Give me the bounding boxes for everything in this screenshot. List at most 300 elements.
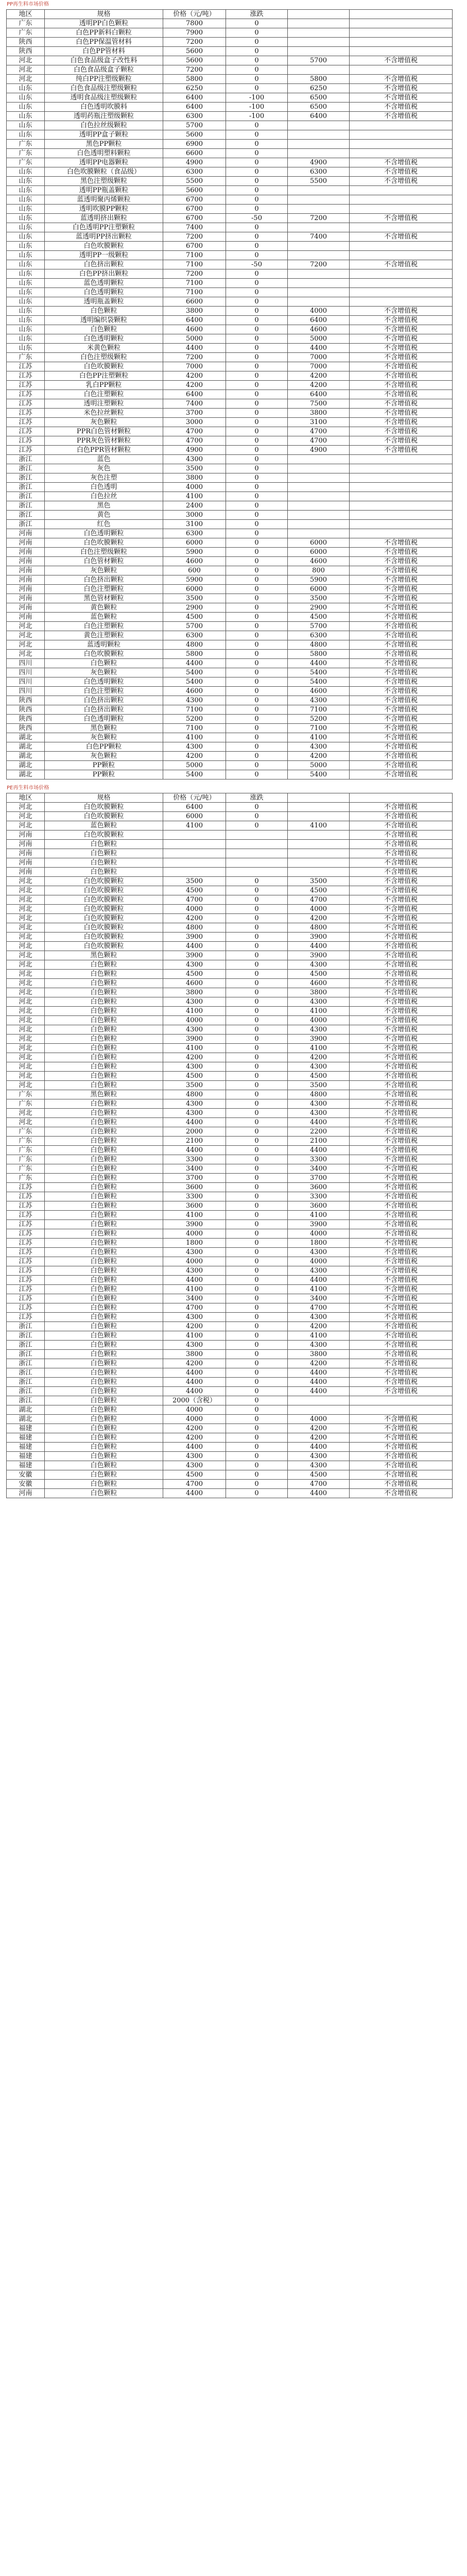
cell-note: 不含增值税: [350, 1229, 453, 1239]
cell-note: 不含增值税: [350, 858, 453, 868]
cell-region: 福建: [7, 1433, 45, 1443]
table-row: [7, 140, 453, 149]
cell-note: [350, 251, 453, 260]
cell-prev-price: 4200: [288, 1322, 350, 1331]
cell-region: 湖北: [7, 742, 45, 752]
cell-spec: 透明PP盒子颗粒: [45, 130, 163, 140]
cell-region: 河北: [7, 1044, 45, 1053]
cell-price: 7900: [163, 28, 226, 38]
cell-change: 0: [226, 715, 288, 724]
cell-prev-price: 4100: [288, 821, 350, 831]
table-row: [7, 997, 453, 1007]
cell-region: 浙江: [7, 1341, 45, 1350]
pe-price-table: [6, 793, 453, 1498]
cell-prev-price: 5000: [288, 334, 350, 344]
cell-note: 不含增值税: [350, 446, 453, 455]
cell-spec: 白色吹膜颗粒: [45, 362, 163, 371]
cell-price: 4400: [163, 344, 226, 353]
cell-price: 600: [163, 566, 226, 575]
cell-note: 不含增值税: [350, 970, 453, 979]
cell-prev-price: 4400: [288, 1378, 350, 1387]
cell-price: 6000: [163, 538, 226, 548]
cell-price: 4200: [163, 1053, 226, 1062]
cell-change: 0: [226, 362, 288, 371]
cell-spec: 白色透明颗粒: [45, 529, 163, 538]
cell-note: [350, 223, 453, 232]
section-title-pe: PE再生料市场价格: [7, 785, 49, 791]
cell-region: 山东: [7, 288, 45, 297]
cell-spec: 白色透明颗粒: [45, 715, 163, 724]
cell-region: 山东: [7, 223, 45, 232]
table-row: [7, 970, 453, 979]
cell-change: 0: [226, 603, 288, 613]
cell-prev-price: 4400: [288, 1443, 350, 1452]
cell-prev-price: [288, 849, 350, 858]
cell-note: [350, 520, 453, 529]
cell-change: 0: [226, 1146, 288, 1155]
cell-spec: 白色透明塑料颗粒: [45, 149, 163, 158]
cell-note: 不含增值税: [350, 399, 453, 409]
cell-spec: 白色颗粒: [45, 1137, 163, 1146]
cell-prev-price: [288, 279, 350, 288]
table-row: [7, 687, 453, 696]
cell-region: 陕西: [7, 715, 45, 724]
cell-price: 4400: [163, 1276, 226, 1285]
cell-spec: 白色颗粒: [45, 325, 163, 334]
cell-note: [350, 464, 453, 473]
table-row: [7, 895, 453, 905]
cell-prev-price: 4900: [288, 446, 350, 455]
cell-change: 0: [226, 418, 288, 427]
cell-note: 不含增值税: [350, 594, 453, 603]
cell-spec: 白色颗粒: [45, 1424, 163, 1433]
cell-change: 0: [226, 28, 288, 38]
cell-price: 3800: [163, 988, 226, 997]
cell-spec: 白色透明PP注塑颗粒: [45, 223, 163, 232]
cell-change: 0: [226, 1062, 288, 1072]
cell-note: 不含增值税: [350, 84, 453, 93]
table-row: [7, 724, 453, 733]
cell-prev-price: 4400: [288, 1146, 350, 1155]
cell-price: 5800: [163, 650, 226, 659]
cell-note: 不含增值税: [350, 886, 453, 895]
cell-price: 6700: [163, 195, 226, 205]
cell-spec: 白色颗粒: [45, 858, 163, 868]
cell-spec: 白色颗粒: [45, 1044, 163, 1053]
cell-price: 4000: [163, 1257, 226, 1266]
cell-prev-price: 4300: [288, 1099, 350, 1109]
cell-price: 5900: [163, 575, 226, 585]
cell-change: 0: [226, 687, 288, 696]
cell-prev-price: 4100: [288, 1007, 350, 1016]
cell-region: 浙江: [7, 520, 45, 529]
cell-note: [350, 455, 453, 464]
cell-prev-price: [288, 868, 350, 877]
cell-prev-price: 6300: [288, 167, 350, 177]
cell-spec: 白色颗粒: [45, 1025, 163, 1035]
table-row: [7, 446, 453, 455]
table-row: [7, 1118, 453, 1127]
table-row: [7, 436, 453, 446]
cell-prev-price: [288, 186, 350, 195]
cell-region: 江苏: [7, 1276, 45, 1285]
cell-change: 0: [226, 1266, 288, 1276]
cell-note: 不含增值税: [350, 640, 453, 650]
cell-change: 0: [226, 455, 288, 464]
cell-prev-price: [288, 242, 350, 251]
cell-note: 不含增值税: [350, 821, 453, 831]
cell-prev-price: [288, 149, 350, 158]
table-header-row: [7, 10, 453, 19]
cell-note: 不含增值税: [350, 1081, 453, 1090]
table-row: [7, 1322, 453, 1331]
cell-change: 0: [226, 399, 288, 409]
cell-change: 0: [226, 149, 288, 158]
table-row: [7, 1053, 453, 1062]
cell-change: 0: [226, 1220, 288, 1229]
cell-note: 不含增值税: [350, 362, 453, 371]
cell-prev-price: 6500: [288, 93, 350, 103]
cell-prev-price: 6000: [288, 548, 350, 557]
cell-note: 不含增值税: [350, 742, 453, 752]
table-row: [7, 849, 453, 858]
cell-region: 河北: [7, 65, 45, 75]
cell-note: [350, 149, 453, 158]
cell-change: 0: [226, 19, 288, 28]
cell-note: 不含增值税: [350, 1341, 453, 1350]
cell-note: 不含增值税: [350, 752, 453, 761]
cell-note: 不含增值税: [350, 1378, 453, 1387]
cell-change: 0: [226, 1396, 288, 1405]
cell-spec: 白色PP管材料: [45, 47, 163, 56]
cell-price: 4300: [163, 997, 226, 1007]
cell-region: 河南: [7, 538, 45, 548]
cell-spec: 红色: [45, 520, 163, 529]
table-row: [7, 65, 453, 75]
cell-prev-price: 4600: [288, 325, 350, 334]
cell-note: 不含增值税: [350, 603, 453, 613]
cell-change: 0: [226, 511, 288, 520]
table-row: [7, 640, 453, 650]
table-row: [7, 1229, 453, 1239]
cell-change: 0: [226, 1331, 288, 1341]
cell-region: 河南: [7, 557, 45, 566]
cell-region: 江苏: [7, 1257, 45, 1266]
cell-region: 江苏: [7, 1239, 45, 1248]
cell-note: 不含增值税: [350, 1322, 453, 1331]
table-row: [7, 399, 453, 409]
cell-change: 0: [226, 1257, 288, 1266]
cell-change: 0: [226, 1350, 288, 1359]
cell-spec: 米色拉丝颗粒: [45, 409, 163, 418]
table-row: [7, 38, 453, 47]
cell-prev-price: 4200: [288, 1053, 350, 1062]
cell-note: [350, 288, 453, 297]
cell-prev-price: 5400: [288, 668, 350, 677]
cell-price: 5200: [163, 715, 226, 724]
cell-note: [350, 501, 453, 511]
cell-note: 不含增值税: [350, 923, 453, 933]
cell-prev-price: 4100: [288, 1211, 350, 1220]
cell-prev-price: 7400: [288, 232, 350, 242]
cell-prev-price: 7100: [288, 705, 350, 715]
cell-note: [350, 473, 453, 483]
cell-note: 不含增值税: [350, 696, 453, 705]
cell-spec: 白色PP颗粒: [45, 742, 163, 752]
cell-region: 广东: [7, 158, 45, 167]
cell-price: 6700: [163, 214, 226, 223]
cell-price: 3600: [163, 1183, 226, 1192]
cell-region: 河南: [7, 613, 45, 622]
cell-change: 0: [226, 1387, 288, 1396]
cell-change: 0: [226, 1016, 288, 1025]
cell-prev-price: 4800: [288, 923, 350, 933]
cell-region: 浙江: [7, 1396, 45, 1405]
cell-price: 4400: [163, 1489, 226, 1498]
cell-prev-price: 4100: [288, 1285, 350, 1294]
cell-change: 0: [226, 158, 288, 167]
cell-note: [350, 297, 453, 307]
cell-change: 0: [226, 1480, 288, 1489]
cell-price: 2000: [163, 1127, 226, 1137]
cell-change: 0: [226, 344, 288, 353]
cell-price: 5800: [163, 75, 226, 84]
cell-price: 3700: [163, 1174, 226, 1183]
cell-region: 江苏: [7, 1285, 45, 1294]
cell-note: 不含增值税: [350, 112, 453, 121]
cell-spec: 蓝色: [45, 455, 163, 464]
cell-region: 山东: [7, 251, 45, 260]
table-row: [7, 511, 453, 520]
table-row: [7, 868, 453, 877]
table-row: [7, 186, 453, 195]
table-row: [7, 177, 453, 186]
cell-region: 广东: [7, 19, 45, 28]
table-row: [7, 548, 453, 557]
table-row: [7, 659, 453, 668]
cell-region: 山东: [7, 297, 45, 307]
cell-note: 不含增值税: [350, 353, 453, 362]
cell-price: 5600: [163, 47, 226, 56]
cell-price: 4600: [163, 687, 226, 696]
cell-prev-price: 4400: [288, 1489, 350, 1498]
table-row: [7, 121, 453, 130]
table-row: [7, 307, 453, 316]
cell-note: 不含增值税: [350, 1044, 453, 1053]
cell-region: 河北: [7, 877, 45, 886]
cell-change: 0: [226, 84, 288, 93]
cell-spec: 白色颗粒: [45, 1266, 163, 1276]
table-row: [7, 195, 453, 205]
cell-change: 0: [226, 167, 288, 177]
table-row: [7, 1192, 453, 1201]
cell-note: 不含增值税: [350, 803, 453, 812]
cell-prev-price: 7200: [288, 260, 350, 269]
cell-spec: 黑色颗粒: [45, 1090, 163, 1099]
table-row: [7, 631, 453, 640]
cell-change: 0: [226, 1368, 288, 1378]
cell-region: 山东: [7, 316, 45, 325]
cell-change: 0: [226, 631, 288, 640]
cell-region: 山东: [7, 325, 45, 334]
cell-price: 6300: [163, 167, 226, 177]
cell-prev-price: 4200: [288, 1433, 350, 1443]
table-row: [7, 1452, 453, 1461]
cell-region: 浙江: [7, 455, 45, 464]
cell-change: 0: [226, 325, 288, 334]
table-row: [7, 1211, 453, 1220]
cell-spec: 黄色: [45, 511, 163, 520]
cell-price: 3800: [163, 1350, 226, 1359]
cell-change: 0: [226, 640, 288, 650]
table-row: [7, 1099, 453, 1109]
cell-spec: 透明注塑颗粒: [45, 399, 163, 409]
cell-change: 0: [226, 1081, 288, 1090]
cell-prev-price: 5000: [288, 761, 350, 770]
table-row: [7, 427, 453, 436]
cell-note: [350, 38, 453, 47]
cell-prev-price: 3500: [288, 1081, 350, 1090]
table-row: [7, 1294, 453, 1303]
cell-price: 4900: [163, 446, 226, 455]
cell-note: 不含增值税: [350, 1007, 453, 1016]
cell-price: [163, 858, 226, 868]
cell-region: 河南: [7, 529, 45, 538]
cell-change: 0: [226, 659, 288, 668]
cell-region: 河北: [7, 1081, 45, 1090]
cell-price: 4700: [163, 427, 226, 436]
table-row: [7, 464, 453, 473]
cell-prev-price: 4400: [288, 1118, 350, 1127]
cell-region: 湖北: [7, 1405, 45, 1415]
cell-spec: 黄色注塑颗粒: [45, 631, 163, 640]
table-row: [7, 529, 453, 538]
cell-price: 4100: [163, 821, 226, 831]
cell-note: 不含增值税: [350, 1350, 453, 1359]
cell-price: 4000: [163, 1016, 226, 1025]
cell-prev-price: 4500: [288, 970, 350, 979]
cell-region: 山东: [7, 93, 45, 103]
table-row: [7, 520, 453, 529]
cell-region: 河北: [7, 923, 45, 933]
cell-spec: 白色PP注塑颗粒: [45, 371, 163, 381]
cell-change: 0: [226, 288, 288, 297]
cell-prev-price: 4300: [288, 1248, 350, 1257]
cell-prev-price: 6000: [288, 585, 350, 594]
cell-spec: 灰色: [45, 464, 163, 473]
cell-prev-price: 4400: [288, 659, 350, 668]
cell-spec: 白色PP挤出颗粒: [45, 269, 163, 279]
cell-prev-price: 4900: [288, 158, 350, 167]
table-row: [7, 1137, 453, 1146]
cell-price: 4400: [163, 942, 226, 951]
cell-price: 4500: [163, 1470, 226, 1480]
cell-note: 不含增值税: [350, 914, 453, 923]
cell-region: 广东: [7, 149, 45, 158]
table-row: [7, 455, 453, 464]
cell-region: 山东: [7, 307, 45, 316]
cell-price: 3000: [163, 511, 226, 520]
cell-prev-price: 4300: [288, 1025, 350, 1035]
cell-prev-price: 4200: [288, 1424, 350, 1433]
cell-prev-price: 4000: [288, 905, 350, 914]
table-row: [7, 770, 453, 779]
cell-prev-price: 6500: [288, 103, 350, 112]
cell-change: 0: [226, 75, 288, 84]
cell-spec: 白色颗粒: [45, 1489, 163, 1498]
cell-region: 浙江: [7, 492, 45, 501]
cell-region: 浙江: [7, 483, 45, 492]
cell-region: 山东: [7, 242, 45, 251]
table-row: [7, 821, 453, 831]
table-row: [7, 1350, 453, 1359]
cell-spec: 灰色颗粒: [45, 733, 163, 742]
cell-spec: 透明PP电器颗粒: [45, 158, 163, 167]
cell-note: [350, 242, 453, 251]
cell-prev-price: [288, 831, 350, 840]
cell-note: 不含增值税: [350, 1248, 453, 1257]
cell-change: 0: [226, 334, 288, 344]
cell-spec: 透明食品级注塑级颗粒: [45, 93, 163, 103]
table-row: [7, 1480, 453, 1489]
cell-note: [350, 511, 453, 520]
cell-price: 6600: [163, 297, 226, 307]
cell-prev-price: 4400: [288, 1276, 350, 1285]
table-row: [7, 1341, 453, 1350]
cell-note: 不含增值税: [350, 1099, 453, 1109]
cell-region: 福建: [7, 1424, 45, 1433]
cell-prev-price: [288, 520, 350, 529]
cell-region: 河北: [7, 905, 45, 914]
cell-region: 河北: [7, 1007, 45, 1016]
cell-region: 四川: [7, 668, 45, 677]
cell-region: 河北: [7, 1025, 45, 1035]
cell-spec: 白色颗粒: [45, 1396, 163, 1405]
cell-prev-price: 3700: [288, 1174, 350, 1183]
cell-prev-price: [288, 28, 350, 38]
cell-spec: 蓝色透明颗粒: [45, 279, 163, 288]
cell-price: 6300: [163, 112, 226, 121]
cell-price: 2400: [163, 501, 226, 511]
cell-note: [350, 121, 453, 130]
cell-price: 7200: [163, 38, 226, 47]
cell-prev-price: [288, 140, 350, 149]
cell-prev-price: [288, 803, 350, 812]
cell-spec: 白色颗粒: [45, 1461, 163, 1470]
cell-spec: 白色吹膜颗粒: [45, 831, 163, 840]
cell-prev-price: 3800: [288, 988, 350, 997]
cell-spec: 白色颗粒: [45, 1433, 163, 1443]
cell-price: 5700: [163, 121, 226, 130]
cell-spec: 透明PP白色颗粒: [45, 19, 163, 28]
cell-change: 0: [226, 529, 288, 538]
table-row: [7, 812, 453, 821]
cell-note: [350, 195, 453, 205]
cell-change: 0: [226, 575, 288, 585]
cell-note: 不含增值税: [350, 1415, 453, 1424]
column-header: 涨跌: [226, 793, 288, 803]
cell-change: 0: [226, 696, 288, 705]
table-row: [7, 1415, 453, 1424]
cell-region: 江苏: [7, 1248, 45, 1257]
table-row: [7, 1127, 453, 1137]
cell-spec: 白色颗粒: [45, 1276, 163, 1285]
cell-spec: 白色注塑颗粒: [45, 622, 163, 631]
cell-note: [350, 28, 453, 38]
table-row: [7, 575, 453, 585]
cell-change: 0: [226, 951, 288, 960]
cell-change: 0: [226, 483, 288, 492]
